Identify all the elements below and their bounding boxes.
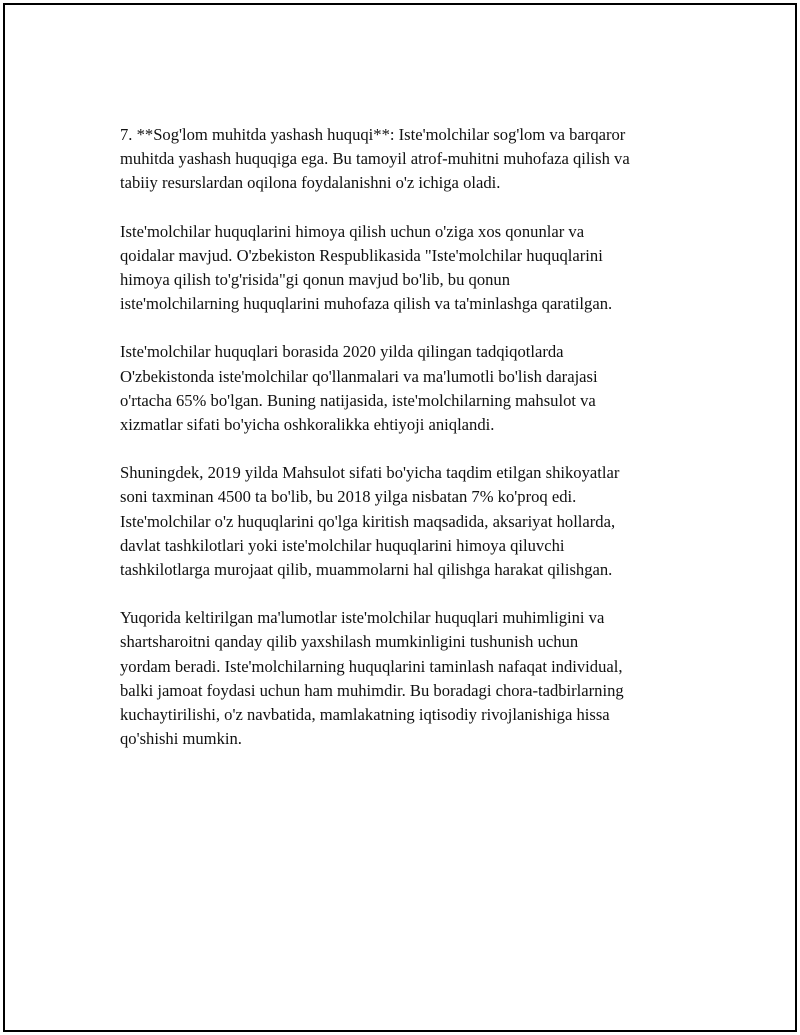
- text-line: tabiiy resurslardan oqilona foydalanishni o'z ichiga oladi.: [120, 173, 501, 193]
- paragraph-conclusion: [120, 606, 700, 751]
- text-line: xizmatlar sifati bo'yicha oshkoralikka ehtiyoji aniqlandi.: [120, 415, 495, 435]
- text-line: Iste'molchilar huquqlari borasida 2020 yilda qilingan tadqiqotlarda: [120, 342, 564, 362]
- text-line: himoya qilish to'g'risida"gi qonun mavjud bo'lib, bu qonun: [120, 270, 511, 290]
- text-line: iste'molchilarning huquqlarini muhofaza qilish va ta'minlashga qaratilgan.: [120, 294, 613, 314]
- text-line: muhitda yashash huquqiga ega. Bu tamoyil atrof-muhitni muhofaza qilish va: [120, 149, 630, 169]
- text-line: o'rtacha 65% bo'lgan. Buning natijasida, iste'molchilarning mahsulot va: [120, 390, 596, 410]
- paragraph-consumer-protection-law: [120, 220, 700, 317]
- text-line: 7. **Sog'lom muhitda yashash huquqi**: Iste'molchilar sog'lom va barqaror: [120, 125, 626, 144]
- paragraph-healthy-environment-right: [120, 123, 700, 196]
- text-line: O'zbekistonda iste'molchilar qo'llanmalari va ma'lumotli bo'lish darajasi: [120, 366, 598, 386]
- text-line: Iste'molchilar o'z huquqlarini qo'lga kiritish maqsadida, aksariyat hollarda,: [120, 511, 616, 531]
- text-line: balki jamoat foydasi uchun ham muhimdir. Bu boradagi chora-tadbirlarning: [120, 680, 624, 700]
- text-line: soni taxminan 4500 ta bo'lib, bu 2018 yilga nisbatan 7% ko'proq edi.: [120, 487, 577, 507]
- text-line: qoidalar mavjud. O'zbekiston Respublikasida "Iste'molchilar huquqlarini: [120, 245, 603, 265]
- text-line: Shuningdek, 2019 yilda Mahsulot sifati bo'yicha taqdim etilgan shikoyatlar: [120, 463, 620, 483]
- text-line: davlat tashkilotlari yoki iste'molchilar huquqlarini himoya qiluvchi: [120, 535, 565, 555]
- paragraph-2020-research: [120, 340, 700, 437]
- text-line: Iste'molchilar huquqlarini himoya qilish uchun o'ziga xos qonunlar va: [120, 221, 585, 241]
- text-line: tashkilotlarga murojaat qilib, muammolarni hal qilishga harakat qilishgan.: [120, 560, 613, 580]
- paragraph-2019-complaints: [120, 461, 700, 582]
- text-line: Yuqorida keltirilgan ma'lumotlar iste'molchilar huquqlari muhimligini va: [120, 608, 605, 628]
- document-page: [3, 3, 797, 1032]
- text-line: kuchaytirilishi, o'z navbatida, mamlakatning iqtisodiy rivojlanishiga hissa: [120, 705, 610, 725]
- text-line: shartsharoitni qanday qilib yaxshilash mumkinligini tushunish uchun: [120, 632, 579, 652]
- text-line: yordam beradi. Iste'molchilarning huquqlarini taminlash nafaqat individual,: [120, 656, 623, 676]
- text-line: qo'shishi mumkin.: [120, 729, 242, 749]
- document-body: [120, 123, 700, 775]
